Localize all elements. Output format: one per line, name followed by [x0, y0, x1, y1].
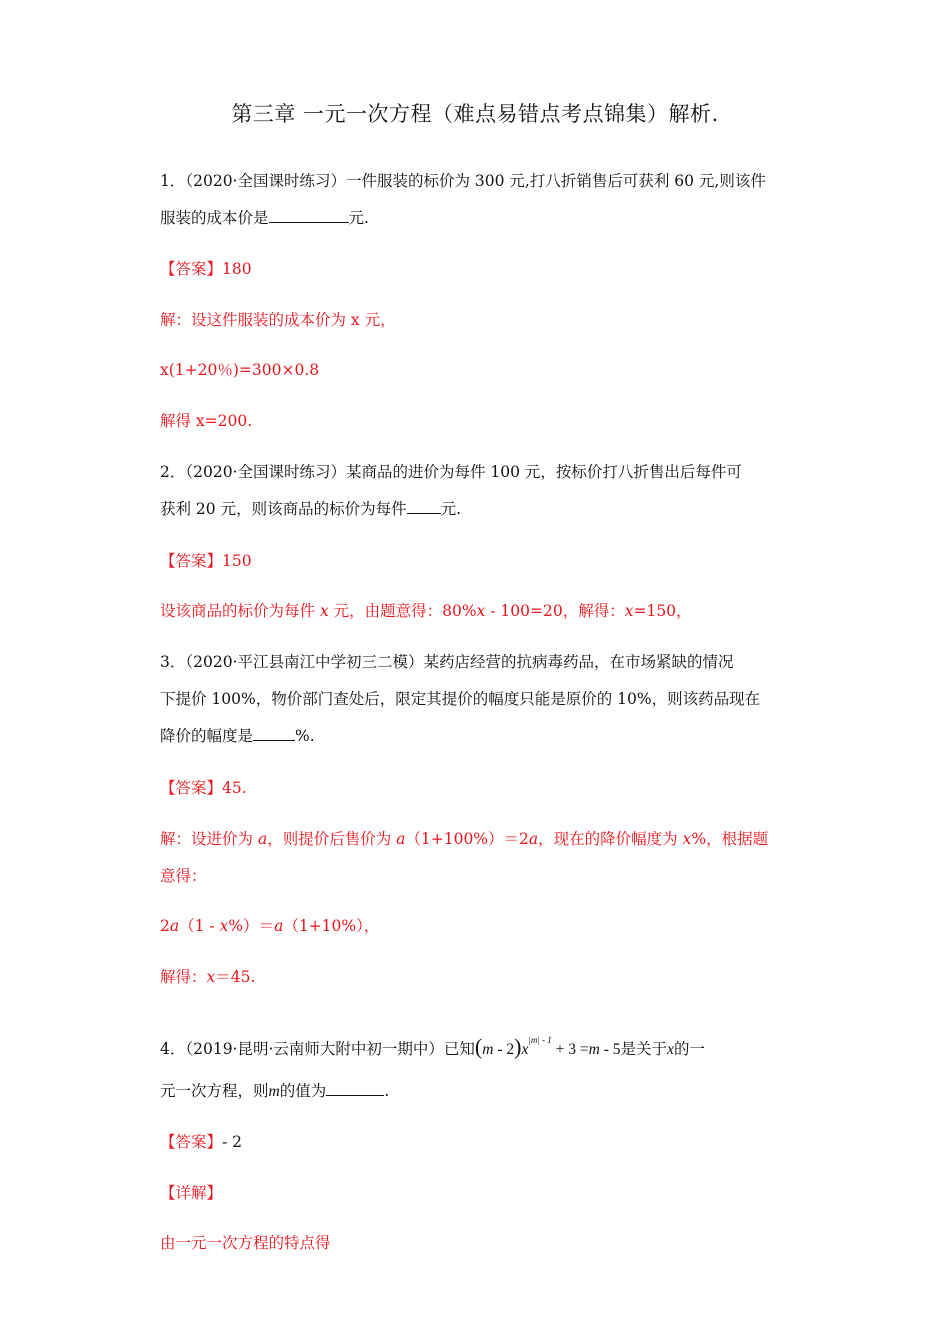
- q4-text-line1: [160, 1029, 800, 1061]
- q3-sol-part: %，根据题: [691, 830, 769, 848]
- q2-sol-part-a: 设该商品的标价为每件: [160, 602, 320, 620]
- q4-text-prefix2: 元一次方程，则: [160, 1082, 269, 1100]
- q3-sol-part: （1+10%），: [283, 917, 380, 935]
- q4-solution-line1: 由一元一次方程的特点得: [160, 1234, 331, 1252]
- q4-var-m: m: [268, 1083, 280, 1100]
- q4-text-end: 的一: [673, 1040, 705, 1058]
- q3-var-a: a: [257, 830, 268, 848]
- q3-var-x: x: [682, 830, 692, 848]
- q4-eq-exponent: |m| - 1: [528, 1035, 552, 1045]
- q4-text-mid2: 的值为: [279, 1082, 327, 1100]
- q4-text-line2: [160, 1080, 800, 1103]
- q1-text-line1: 1．（2020·全国课时练习）一件服装的标价为 300 元,打八折销售后可获利 60 元,则该件: [160, 172, 766, 190]
- q1-text-suffix: 元.: [348, 209, 369, 227]
- q1-solution-line3: 解得 x=200.: [160, 412, 253, 430]
- q4-answer-value: - 2: [222, 1133, 243, 1151]
- q3-text-line1: 3．（2020·平江县南江中学初三二模）某药店经营的抗病毒药品，在市场紧缺的情况: [160, 653, 734, 671]
- q3-sol-part: ，则提价后售价为: [267, 830, 397, 848]
- q4-eq-term: + 3 =: [551, 1041, 589, 1058]
- q3-text-prefix: 降价的幅度是: [160, 727, 254, 745]
- q1-solution-line2: x(1+20％)=300×0.8: [160, 361, 320, 379]
- q3-var-a: a: [396, 830, 406, 848]
- q4-eq-paren-open: (: [474, 1034, 483, 1059]
- q4-answer: [160, 1131, 800, 1153]
- q3-var-x: x: [219, 917, 229, 935]
- q4-detail-label: 【详解】: [160, 1184, 223, 1202]
- q1-answer: 【答案】180: [160, 260, 252, 278]
- q4-eq-var-m: m: [588, 1041, 600, 1058]
- q4-answer-blank: [326, 1081, 384, 1096]
- q4-eq-var-m: m: [482, 1041, 494, 1058]
- q2-answer: 【答案】150: [160, 552, 252, 570]
- q3-sol-part: %）＝: [228, 917, 275, 935]
- q4-answer-label: 【答案】: [160, 1133, 223, 1151]
- q4-eq-term: - 5: [599, 1041, 621, 1058]
- q2-var-x: x: [624, 602, 634, 620]
- q1-text-line2: [160, 207, 800, 229]
- q2-text-line1: 2．（2020·全国课时练习）某商品的进价为每件 100 元，按标价打八折售出后每件可: [160, 463, 742, 481]
- q3-sol-part: ，现在的降价幅度为: [538, 830, 683, 848]
- q3-answer: 【答案】45.: [160, 779, 247, 797]
- q2-sol-part-c: - 100=20，解得：: [485, 602, 625, 620]
- page-title: 第三章 一元一次方程（难点易错点考点锦集）解析.: [231, 102, 719, 126]
- q4-var-x: x: [667, 1041, 674, 1058]
- q3-text-suffix: %.: [295, 727, 315, 745]
- q3-solution-line3: [160, 915, 800, 937]
- q3-var-a: a: [528, 830, 539, 848]
- q3-sol-part: 2: [160, 917, 170, 935]
- q4-text-suffix: .: [384, 1082, 390, 1100]
- q2-text-prefix: 获利 20 元，则该商品的标价为每件: [160, 500, 407, 518]
- q3-solution-line4: [160, 966, 800, 988]
- q1-answer-blank: [269, 208, 349, 223]
- q3-sol-part: ＝45.: [215, 968, 256, 986]
- q3-text-line3: [160, 725, 800, 747]
- q2-sol-part-d: =150，: [633, 602, 692, 620]
- q2-var-x: x: [476, 602, 486, 620]
- q4-equation: [474, 1034, 621, 1059]
- q4-text-mid: 是关于: [620, 1040, 668, 1058]
- q3-var-x: x: [206, 968, 216, 986]
- q3-var-a: a: [274, 917, 284, 935]
- q4-text-prefix: 4．（2019·昆明·云南师大附中初一期中）已知: [160, 1040, 475, 1058]
- q3-sol-part: 解得：: [160, 968, 207, 986]
- q2-answer-blank: [407, 499, 441, 514]
- q2-text-suffix: 元.: [440, 500, 462, 518]
- q2-var-x: x: [319, 602, 329, 620]
- q4-eq-var-x: x: [521, 1041, 529, 1058]
- q4-eq-paren-close: ): [514, 1034, 522, 1059]
- q2-text-line2: [160, 498, 800, 520]
- q1-solution-line1: 解：设这件服装的成本价为 x 元，: [160, 311, 396, 329]
- q2-solution: [160, 600, 800, 622]
- q2-sol-part-b: 元，由题意得：80%: [328, 602, 477, 620]
- q1-text-prefix: 服装的成本价是: [160, 209, 269, 227]
- q3-var-a: a: [169, 917, 180, 935]
- q3-sol-part: （1 -: [179, 917, 220, 935]
- q3-text-line2: 下提价 100%，物价部门查处后，限定其提价的幅度只能是原价的 10%，则该药品现在: [160, 690, 761, 708]
- q3-sol-part: 解：设进价为: [160, 830, 258, 848]
- q3-answer-blank: [253, 726, 295, 741]
- q3-solution-line2: 意得：: [160, 867, 207, 885]
- q4-eq-term: - 2: [493, 1041, 515, 1058]
- q3-solution-line1: [160, 828, 800, 850]
- q3-sol-part: （1+100%）＝2: [405, 830, 529, 848]
